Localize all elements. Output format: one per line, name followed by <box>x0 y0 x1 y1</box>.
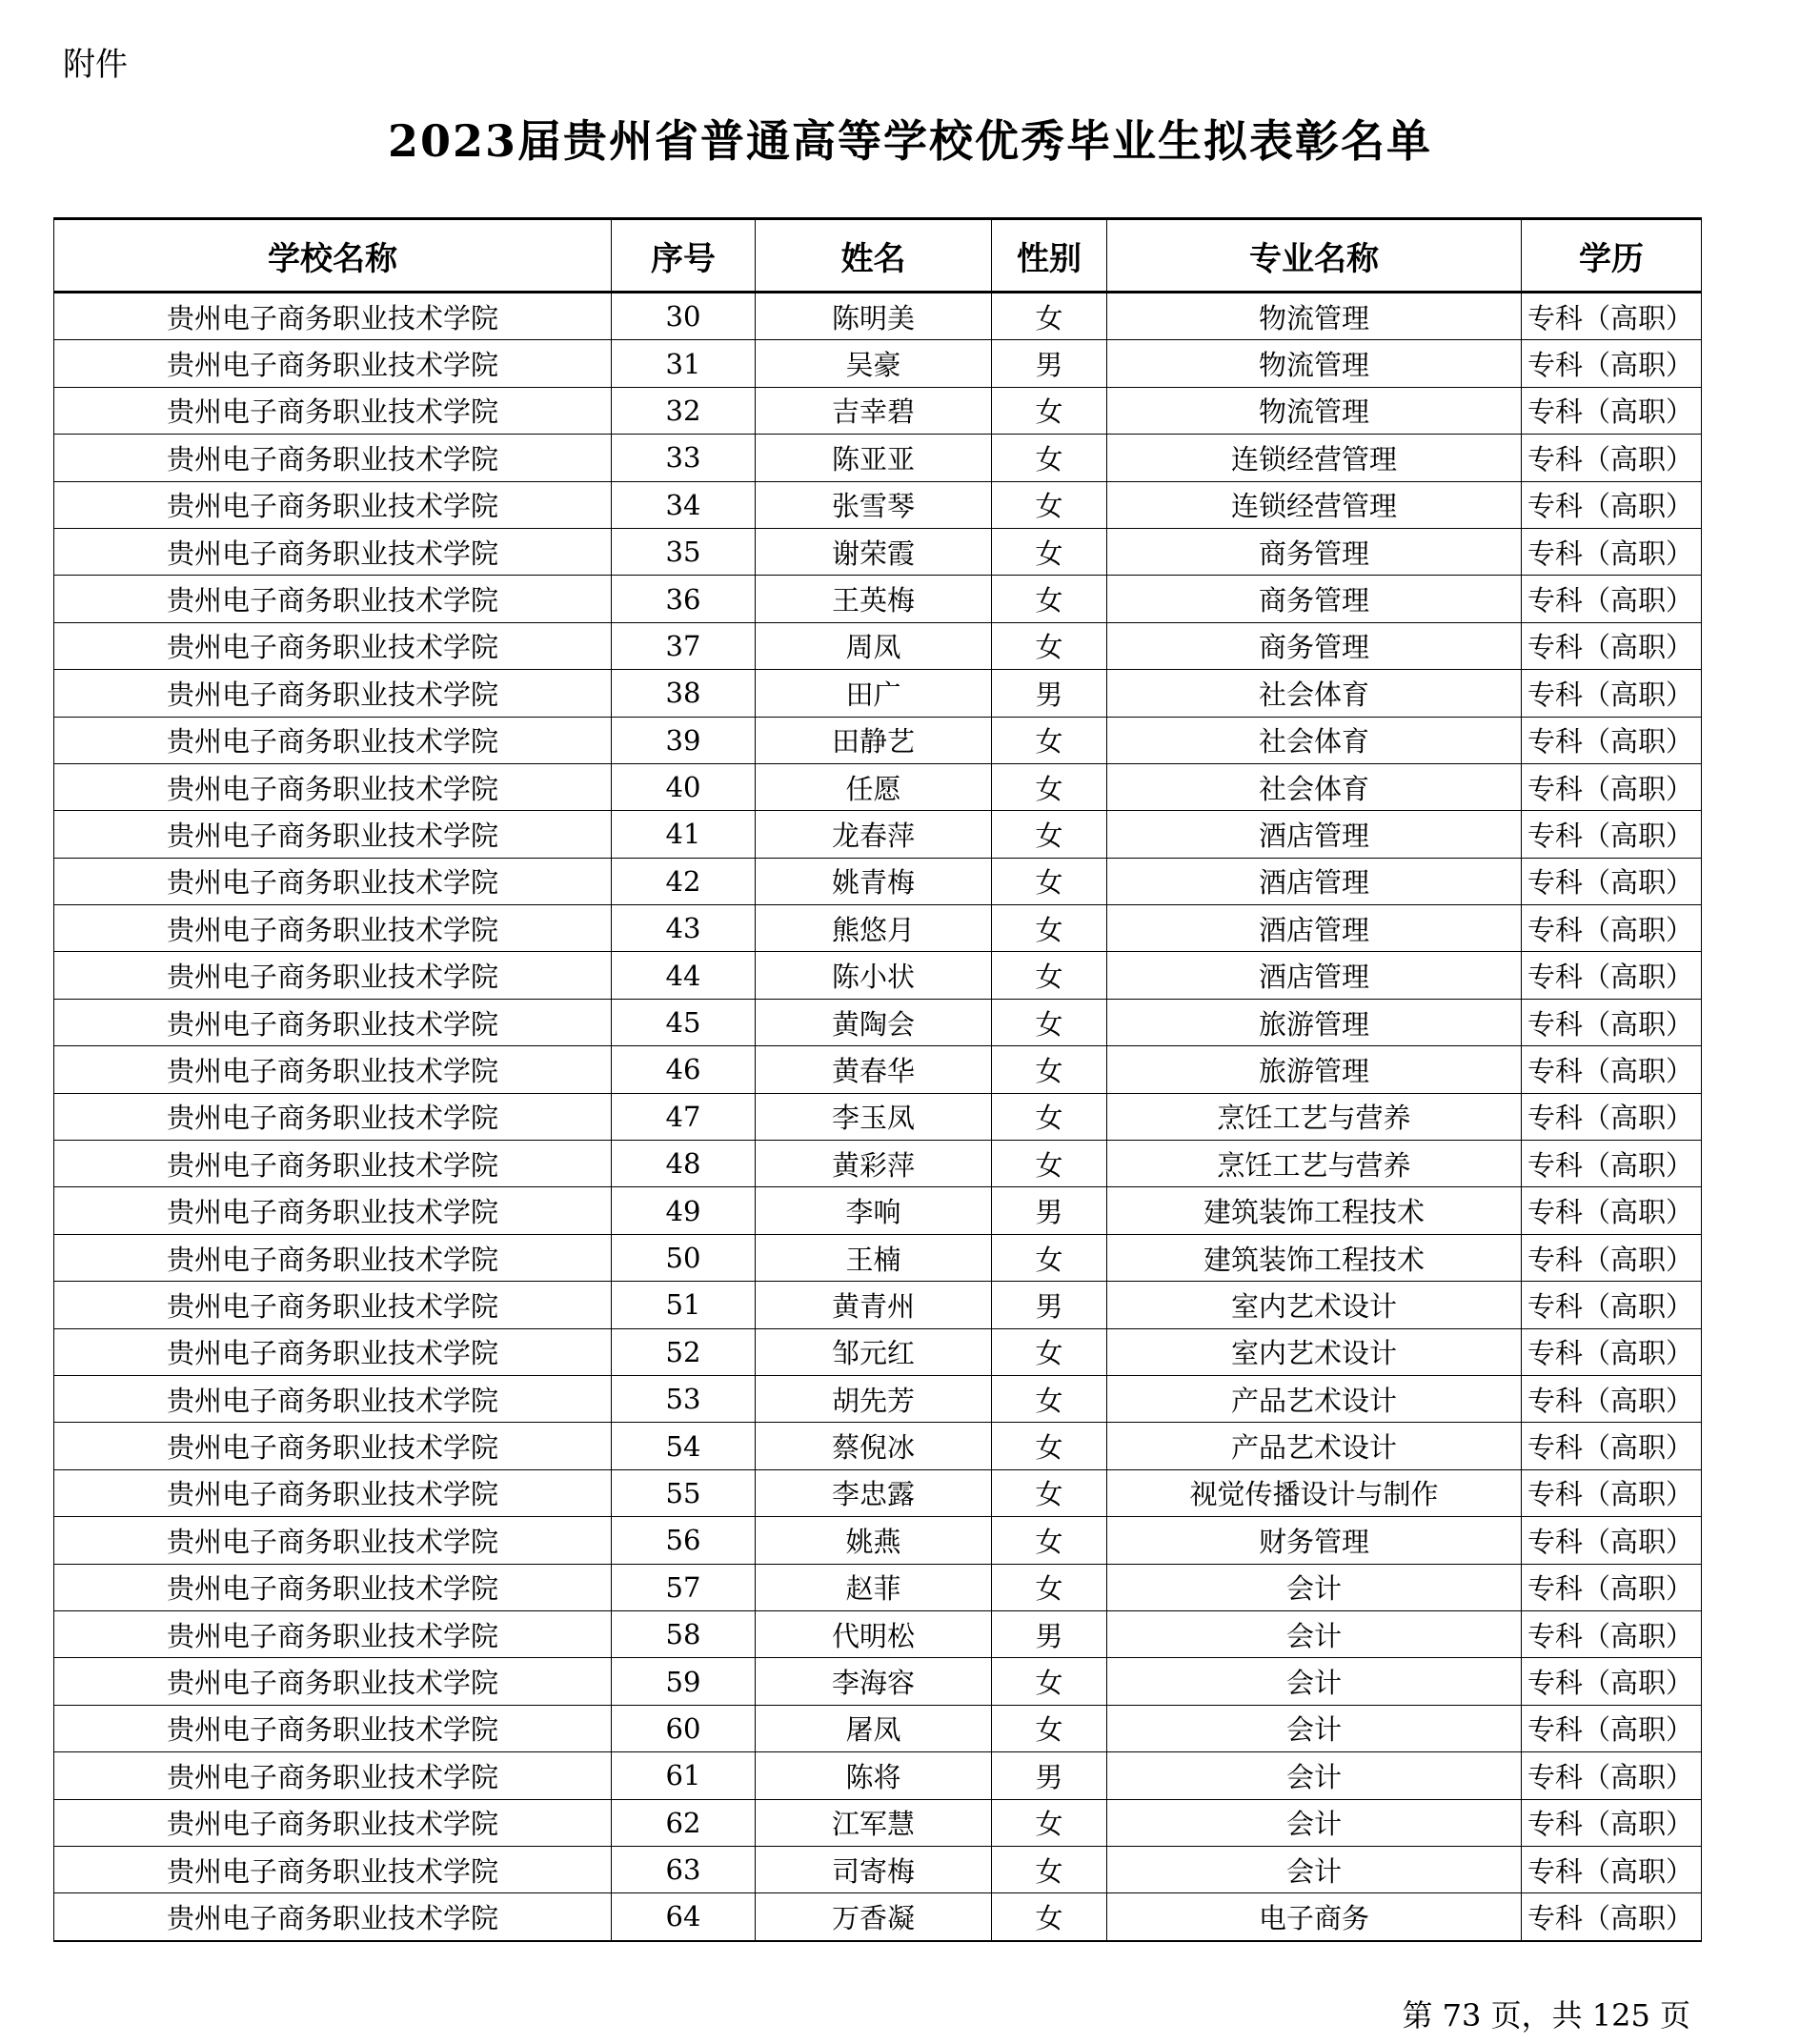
cell-degree: 专科（高职） <box>1522 811 1702 858</box>
header-major: 专业名称 <box>1107 219 1522 293</box>
cell-school: 贵州电子商务职业技术学院 <box>54 1799 612 1846</box>
cell-major: 旅游管理 <box>1107 1046 1522 1093</box>
table-row <box>54 576 1702 622</box>
cell-name: 李海容 <box>756 1658 992 1705</box>
cell-seq: 47 <box>612 1093 756 1140</box>
cell-major: 酒店管理 <box>1107 905 1522 952</box>
cell-gender: 女 <box>992 435 1107 481</box>
cell-name: 代明松 <box>756 1610 992 1657</box>
table-row <box>54 1752 1702 1799</box>
cell-gender: 男 <box>992 1282 1107 1328</box>
cell-gender: 女 <box>992 622 1107 669</box>
table-row <box>54 1093 1702 1140</box>
cell-degree: 专科（高职） <box>1522 1799 1702 1846</box>
cell-seq: 49 <box>612 1187 756 1234</box>
cell-gender: 女 <box>992 999 1107 1045</box>
cell-gender: 女 <box>992 293 1107 340</box>
cell-gender: 女 <box>992 763 1107 810</box>
cell-gender: 女 <box>992 1423 1107 1469</box>
table-row <box>54 1141 1702 1187</box>
cell-name: 任愿 <box>756 763 992 810</box>
attachment-label: 附件 <box>63 46 128 84</box>
table-row <box>54 1658 1702 1705</box>
table-row <box>54 811 1702 858</box>
cell-major: 酒店管理 <box>1107 952 1522 999</box>
cell-degree: 专科（高职） <box>1522 576 1702 622</box>
cell-seq: 61 <box>612 1752 756 1799</box>
cell-gender: 女 <box>992 858 1107 904</box>
cell-degree: 专科（高职） <box>1522 1564 1702 1610</box>
cell-name: 王英梅 <box>756 576 992 622</box>
cell-major: 商务管理 <box>1107 576 1522 622</box>
table-body <box>54 293 1702 1941</box>
cell-name: 李忠露 <box>756 1469 992 1516</box>
cell-seq: 45 <box>612 999 756 1045</box>
cell-major: 建筑装饰工程技术 <box>1107 1187 1522 1234</box>
cell-seq: 59 <box>612 1658 756 1705</box>
table-row <box>54 481 1702 528</box>
cell-school: 贵州电子商务职业技术学院 <box>54 1752 612 1799</box>
cell-gender: 女 <box>992 1093 1107 1140</box>
cell-school: 贵州电子商务职业技术学院 <box>54 576 612 622</box>
cell-name: 邹元红 <box>756 1328 992 1375</box>
cell-seq: 63 <box>612 1846 756 1892</box>
cell-major: 商务管理 <box>1107 528 1522 575</box>
cell-school: 贵州电子商务职业技术学院 <box>54 1517 612 1564</box>
cell-degree: 专科（高职） <box>1522 858 1702 904</box>
cell-degree: 专科（高职） <box>1522 1282 1702 1328</box>
cell-gender: 女 <box>992 1799 1107 1846</box>
cell-major: 产品艺术设计 <box>1107 1423 1522 1469</box>
cell-seq: 33 <box>612 435 756 481</box>
table-row <box>54 670 1702 717</box>
cell-school: 贵州电子商务职业技术学院 <box>54 1564 612 1610</box>
table-row <box>54 858 1702 904</box>
cell-degree: 专科（高职） <box>1522 1187 1702 1234</box>
cell-school: 贵州电子商务职业技术学院 <box>54 340 612 387</box>
cell-degree: 专科（高职） <box>1522 387 1702 434</box>
cell-degree: 专科（高职） <box>1522 435 1702 481</box>
cell-seq: 35 <box>612 528 756 575</box>
table-row <box>54 1423 1702 1469</box>
cell-major: 旅游管理 <box>1107 999 1522 1045</box>
cell-gender: 女 <box>992 1046 1107 1093</box>
cell-major: 财务管理 <box>1107 1517 1522 1564</box>
cell-gender: 女 <box>992 387 1107 434</box>
cell-name: 司寄梅 <box>756 1846 992 1892</box>
cell-school: 贵州电子商务职业技术学院 <box>54 1705 612 1751</box>
cell-gender: 女 <box>992 481 1107 528</box>
cell-major: 会计 <box>1107 1658 1522 1705</box>
cell-school: 贵州电子商务职业技术学院 <box>54 1658 612 1705</box>
cell-name: 胡先芳 <box>756 1375 992 1422</box>
cell-school: 贵州电子商务职业技术学院 <box>54 481 612 528</box>
cell-seq: 36 <box>612 576 756 622</box>
table-row <box>54 1046 1702 1093</box>
cell-degree: 专科（高职） <box>1522 1093 1702 1140</box>
cell-name: 黄陶会 <box>756 999 992 1045</box>
cell-gender: 女 <box>992 811 1107 858</box>
cell-gender: 女 <box>992 1469 1107 1516</box>
cell-major: 室内艺术设计 <box>1107 1282 1522 1328</box>
cell-major: 连锁经营管理 <box>1107 481 1522 528</box>
cell-name: 赵菲 <box>756 1564 992 1610</box>
cell-name: 陈小状 <box>756 952 992 999</box>
cell-degree: 专科（高职） <box>1522 1893 1702 1941</box>
cell-seq: 44 <box>612 952 756 999</box>
cell-major: 烹饪工艺与营养 <box>1107 1093 1522 1140</box>
cell-degree: 专科（高职） <box>1522 952 1702 999</box>
cell-seq: 43 <box>612 905 756 952</box>
cell-major: 物流管理 <box>1107 293 1522 340</box>
cell-seq: 57 <box>612 1564 756 1610</box>
cell-school: 贵州电子商务职业技术学院 <box>54 811 612 858</box>
cell-name: 田静艺 <box>756 717 992 763</box>
cell-name: 陈将 <box>756 1752 992 1799</box>
cell-seq: 62 <box>612 1799 756 1846</box>
cell-degree: 专科（高职） <box>1522 1469 1702 1516</box>
cell-seq: 32 <box>612 387 756 434</box>
table-row <box>54 340 1702 387</box>
cell-major: 产品艺术设计 <box>1107 1375 1522 1422</box>
cell-major: 连锁经营管理 <box>1107 435 1522 481</box>
cell-school: 贵州电子商务职业技术学院 <box>54 999 612 1045</box>
cell-gender: 女 <box>992 1846 1107 1892</box>
cell-seq: 41 <box>612 811 756 858</box>
table-row <box>54 1469 1702 1516</box>
table-row <box>54 1517 1702 1564</box>
cell-school: 贵州电子商务职业技术学院 <box>54 387 612 434</box>
cell-major: 室内艺术设计 <box>1107 1328 1522 1375</box>
cell-name: 蔡倪冰 <box>756 1423 992 1469</box>
cell-gender: 女 <box>992 717 1107 763</box>
table-row <box>54 999 1702 1045</box>
cell-seq: 53 <box>612 1375 756 1422</box>
cell-degree: 专科（高职） <box>1522 481 1702 528</box>
cell-name: 龙春萍 <box>756 811 992 858</box>
cell-school: 贵州电子商务职业技术学院 <box>54 1328 612 1375</box>
table-row <box>54 1234 1702 1281</box>
table-row <box>54 387 1702 434</box>
cell-degree: 专科（高职） <box>1522 1234 1702 1281</box>
cell-gender: 女 <box>992 576 1107 622</box>
cell-degree: 专科（高职） <box>1522 1046 1702 1093</box>
table-row <box>54 1328 1702 1375</box>
cell-name: 万香凝 <box>756 1893 992 1941</box>
cell-gender: 女 <box>992 1705 1107 1751</box>
cell-name: 吴豪 <box>756 340 992 387</box>
cell-seq: 58 <box>612 1610 756 1657</box>
cell-degree: 专科（高职） <box>1522 717 1702 763</box>
cell-degree: 专科（高职） <box>1522 1328 1702 1375</box>
cell-degree: 专科（高职） <box>1522 340 1702 387</box>
header-degree: 学历 <box>1522 219 1702 293</box>
cell-name: 谢荣霞 <box>756 528 992 575</box>
cell-seq: 38 <box>612 670 756 717</box>
cell-seq: 60 <box>612 1705 756 1751</box>
cell-degree: 专科（高职） <box>1522 1658 1702 1705</box>
cell-name: 黄彩萍 <box>756 1141 992 1187</box>
cell-gender: 女 <box>992 1234 1107 1281</box>
cell-seq: 39 <box>612 717 756 763</box>
cell-school: 贵州电子商务职业技术学院 <box>54 1469 612 1516</box>
cell-degree: 专科（高职） <box>1522 1423 1702 1469</box>
cell-degree: 专科（高职） <box>1522 999 1702 1045</box>
cell-major: 酒店管理 <box>1107 811 1522 858</box>
cell-major: 电子商务 <box>1107 1893 1522 1941</box>
cell-degree: 专科（高职） <box>1522 763 1702 810</box>
cell-degree: 专科（高职） <box>1522 622 1702 669</box>
cell-gender: 女 <box>992 1141 1107 1187</box>
cell-school: 贵州电子商务职业技术学院 <box>54 1846 612 1892</box>
cell-major: 会计 <box>1107 1752 1522 1799</box>
cell-school: 贵州电子商务职业技术学院 <box>54 622 612 669</box>
header-seq: 序号 <box>612 219 756 293</box>
cell-seq: 30 <box>612 293 756 340</box>
cell-school: 贵州电子商务职业技术学院 <box>54 1375 612 1422</box>
cell-gender: 男 <box>992 670 1107 717</box>
cell-degree: 专科（高职） <box>1522 1517 1702 1564</box>
table-row <box>54 905 1702 952</box>
cell-major: 物流管理 <box>1107 387 1522 434</box>
cell-degree: 专科（高职） <box>1522 1375 1702 1422</box>
cell-name: 张雪琴 <box>756 481 992 528</box>
cell-seq: 64 <box>612 1893 756 1941</box>
cell-seq: 37 <box>612 622 756 669</box>
table-row <box>54 1610 1702 1657</box>
cell-name: 黄青州 <box>756 1282 992 1328</box>
cell-school: 贵州电子商务职业技术学院 <box>54 905 612 952</box>
cell-gender: 女 <box>992 1517 1107 1564</box>
cell-school: 贵州电子商务职业技术学院 <box>54 763 612 810</box>
cell-gender: 女 <box>992 1893 1107 1941</box>
cell-major: 会计 <box>1107 1799 1522 1846</box>
cell-gender: 男 <box>992 1752 1107 1799</box>
table-row <box>54 1705 1702 1751</box>
cell-school: 贵州电子商务职业技术学院 <box>54 670 612 717</box>
cell-name: 李响 <box>756 1187 992 1234</box>
header-name: 姓名 <box>756 219 992 293</box>
cell-degree: 专科（高职） <box>1522 1752 1702 1799</box>
document-title: 2023届贵州省普通高等学校优秀毕业生拟表彰名单 <box>387 115 1433 167</box>
cell-school: 贵州电子商务职业技术学院 <box>54 1234 612 1281</box>
cell-school: 贵州电子商务职业技术学院 <box>54 858 612 904</box>
cell-school: 贵州电子商务职业技术学院 <box>54 1893 612 1941</box>
cell-name: 屠凤 <box>756 1705 992 1751</box>
cell-name: 江军慧 <box>756 1799 992 1846</box>
awards-table <box>53 217 1702 1942</box>
cell-school: 贵州电子商务职业技术学院 <box>54 1141 612 1187</box>
cell-school: 贵州电子商务职业技术学院 <box>54 1423 612 1469</box>
cell-degree: 专科（高职） <box>1522 905 1702 952</box>
cell-major: 会计 <box>1107 1564 1522 1610</box>
cell-major: 建筑装饰工程技术 <box>1107 1234 1522 1281</box>
cell-seq: 56 <box>612 1517 756 1564</box>
table-row <box>54 717 1702 763</box>
cell-degree: 专科（高职） <box>1522 670 1702 717</box>
cell-major: 社会体育 <box>1107 763 1522 810</box>
cell-name: 李玉凤 <box>756 1093 992 1140</box>
cell-name: 吉幸碧 <box>756 387 992 434</box>
header-gender: 性别 <box>992 219 1107 293</box>
cell-seq: 34 <box>612 481 756 528</box>
table-row <box>54 1893 1702 1941</box>
header-school: 学校名称 <box>54 219 612 293</box>
cell-seq: 55 <box>612 1469 756 1516</box>
cell-major: 社会体育 <box>1107 717 1522 763</box>
cell-major: 视觉传播设计与制作 <box>1107 1469 1522 1516</box>
awards-table-container <box>53 217 1701 1942</box>
cell-gender: 女 <box>992 905 1107 952</box>
cell-school: 贵州电子商务职业技术学院 <box>54 1093 612 1140</box>
cell-seq: 52 <box>612 1328 756 1375</box>
cell-name: 姚燕 <box>756 1517 992 1564</box>
cell-degree: 专科（高职） <box>1522 1141 1702 1187</box>
cell-gender: 男 <box>992 340 1107 387</box>
cell-school: 贵州电子商务职业技术学院 <box>54 1187 612 1234</box>
cell-gender: 男 <box>992 1610 1107 1657</box>
cell-seq: 31 <box>612 340 756 387</box>
cell-name: 陈亚亚 <box>756 435 992 481</box>
cell-major: 酒店管理 <box>1107 858 1522 904</box>
cell-major: 社会体育 <box>1107 670 1522 717</box>
table-row <box>54 435 1702 481</box>
table-row <box>54 1187 1702 1234</box>
cell-school: 贵州电子商务职业技术学院 <box>54 1282 612 1328</box>
cell-gender: 女 <box>992 1375 1107 1422</box>
cell-degree: 专科（高职） <box>1522 293 1702 340</box>
cell-degree: 专科（高职） <box>1522 1610 1702 1657</box>
cell-name: 熊悠月 <box>756 905 992 952</box>
table-row <box>54 622 1702 669</box>
cell-school: 贵州电子商务职业技术学院 <box>54 1046 612 1093</box>
cell-gender: 男 <box>992 1187 1107 1234</box>
cell-major: 会计 <box>1107 1846 1522 1892</box>
cell-major: 物流管理 <box>1107 340 1522 387</box>
cell-school: 贵州电子商务职业技术学院 <box>54 293 612 340</box>
cell-major: 商务管理 <box>1107 622 1522 669</box>
table-row <box>54 528 1702 575</box>
cell-name: 田广 <box>756 670 992 717</box>
table-row <box>54 1564 1702 1610</box>
cell-major: 烹饪工艺与营养 <box>1107 1141 1522 1187</box>
cell-seq: 51 <box>612 1282 756 1328</box>
cell-gender: 女 <box>992 1658 1107 1705</box>
table-row <box>54 1375 1702 1422</box>
cell-name: 王楠 <box>756 1234 992 1281</box>
table-row <box>54 1846 1702 1892</box>
table-row <box>54 1282 1702 1328</box>
cell-degree: 专科（高职） <box>1522 1846 1702 1892</box>
cell-school: 贵州电子商务职业技术学院 <box>54 1610 612 1657</box>
cell-degree: 专科（高职） <box>1522 528 1702 575</box>
table-row <box>54 952 1702 999</box>
page-number: 第 73 页，共 125 页 <box>1402 1997 1690 2034</box>
table-row <box>54 1799 1702 1846</box>
cell-name: 陈明美 <box>756 293 992 340</box>
cell-seq: 48 <box>612 1141 756 1187</box>
cell-school: 贵州电子商务职业技术学院 <box>54 435 612 481</box>
cell-gender: 女 <box>992 528 1107 575</box>
table-row <box>54 763 1702 810</box>
cell-gender: 女 <box>992 952 1107 999</box>
cell-seq: 46 <box>612 1046 756 1093</box>
cell-school: 贵州电子商务职业技术学院 <box>54 717 612 763</box>
cell-major: 会计 <box>1107 1705 1522 1751</box>
table-header-row <box>54 219 1702 293</box>
cell-seq: 42 <box>612 858 756 904</box>
cell-gender: 女 <box>992 1564 1107 1610</box>
cell-seq: 54 <box>612 1423 756 1469</box>
cell-seq: 40 <box>612 763 756 810</box>
cell-school: 贵州电子商务职业技术学院 <box>54 952 612 999</box>
table-row <box>54 293 1702 340</box>
cell-gender: 女 <box>992 1328 1107 1375</box>
cell-name: 黄春华 <box>756 1046 992 1093</box>
cell-school: 贵州电子商务职业技术学院 <box>54 528 612 575</box>
cell-name: 周凤 <box>756 622 992 669</box>
cell-name: 姚青梅 <box>756 858 992 904</box>
cell-major: 会计 <box>1107 1610 1522 1657</box>
cell-seq: 50 <box>612 1234 756 1281</box>
cell-degree: 专科（高职） <box>1522 1705 1702 1751</box>
